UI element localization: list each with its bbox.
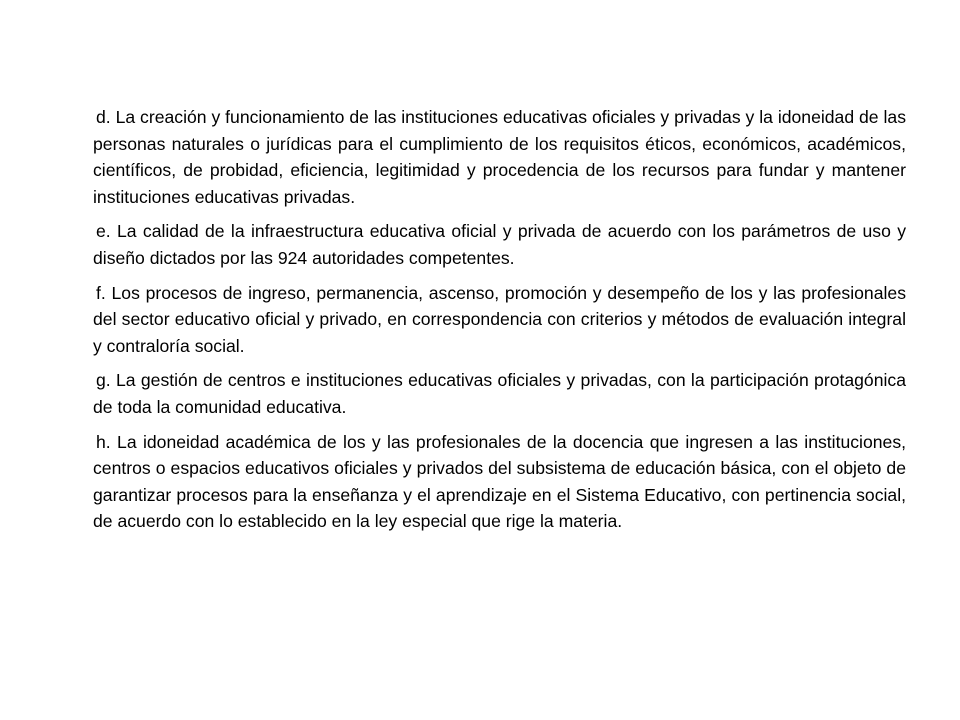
- paragraph-g: g. La gestión de centros e instituciones educativas oficiales y privadas, con la participación protagónica de toda la comunidad educativa.: [93, 370, 906, 417]
- paragraph-e: e. La calidad de la infraestructura educativa oficial y privada de acuerdo con los parámetros de uso y diseño dictados por las 924 autoridades competentes.: [93, 221, 906, 268]
- paragraph-h: h. La idoneidad académica de los y las profesionales de la docencia que ingresen a las instituciones, centros o espacios educativos oficiales y privados del subsistema de educación básica, con el objeto de garantizar procesos para la enseñanza y el aprendizaje en el Sistema Educativo, con pertinencia social, de acuerdo con lo establecido en la ley especial que rige la materia.: [93, 431, 906, 532]
- document-body: [90, 104, 906, 543]
- paragraph-d: d. La creación y funcionamiento de las instituciones educativas oficiales y privadas y la idoneidad de las personas naturales o jurídicas para el cumplimiento de los requisitos éticos, económicos, académicos, científicos, de probidad, eficiencia, legitimidad y procedencia de los recursos para fundar y mantener instituciones educativas privadas.: [93, 107, 906, 207]
- paragraph-f: f. Los procesos de ingreso, permanencia, ascenso, promoción y desempeño de los y las profesionales del sector educativo oficial y privado, en correspondencia con criterios y métodos de evaluación integral y contraloría social.: [93, 282, 906, 356]
